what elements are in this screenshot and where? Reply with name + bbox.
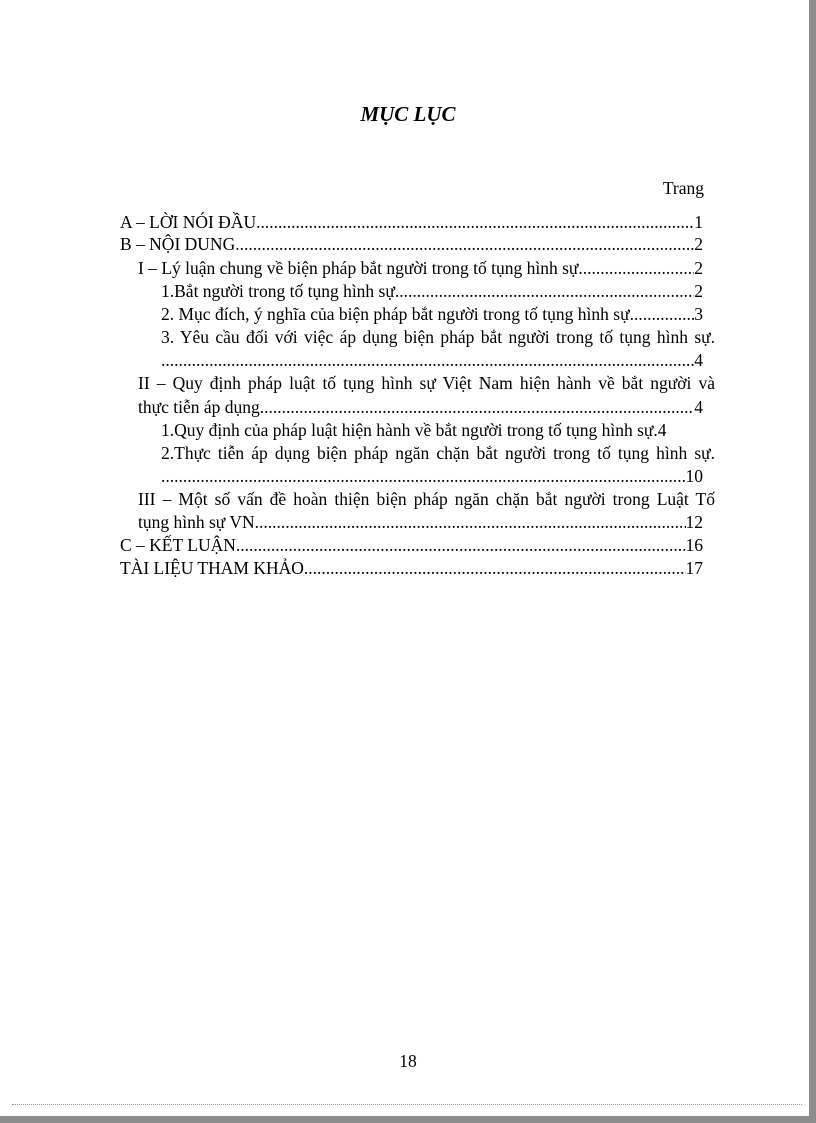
toc-leader-dots	[264, 396, 694, 418]
toc-entry-section-1[interactable]	[138, 257, 703, 279]
toc-entry-section-1-3-title[interactable]: 3. Yêu cầu đối với việc áp dụng biện pháp bắt người trong tố tụng hình sự.	[161, 327, 715, 347]
toc-leader-dots	[256, 211, 694, 233]
toc-entry-title: 1.Quy định của pháp luật hiện hành về bắt người trong tố tụng hình sự.	[161, 420, 658, 440]
toc-entry-title: I – Lý luận chung về biện pháp bắt người trong tố tụng hình sự	[138, 258, 579, 278]
toc-leader-dots	[161, 349, 694, 371]
toc-entry-title-cont: thực tiễn áp dụng.	[138, 397, 265, 417]
toc-entry-section-2-title[interactable]: II – Quy định pháp luật tố tụng hình sự Việt Nam hiện hành về bắt người và	[138, 373, 715, 393]
toc-leader-dots	[161, 465, 686, 487]
toc-entry-page: 3	[694, 304, 703, 324]
toc-leader-dots	[630, 303, 695, 325]
toc-entry-title: TÀI LIỆU THAM KHẢO	[120, 558, 304, 578]
toc-entry-title: 2. Mục đích, ý nghĩa của biện pháp bắt người trong tố tụng hình sự	[161, 304, 630, 324]
toc-entry-title: A – LỜI NÓI ĐẦU	[120, 212, 257, 232]
toc-entry-section-2-leader	[138, 396, 703, 418]
page-number: 18	[399, 1051, 417, 1071]
toc-entry-section-3-leader	[138, 511, 703, 533]
toc-entry-page: 10	[685, 466, 703, 486]
toc-entry-section-1-3-leader	[161, 349, 703, 371]
toc-entry-section-2-2-leader	[161, 465, 703, 487]
toc-entry-section-3-title[interactable]: III – Một số vấn đề hoàn thiện biện pháp ngăn chặn bắt người trong Luật Tố	[138, 489, 715, 509]
toc-leader-dots	[235, 233, 694, 255]
toc-entry-page: 2	[694, 258, 703, 278]
toc-entry-page: 12	[685, 512, 703, 532]
toc-entry-title: C – KẾT LUẬN	[120, 535, 236, 555]
toc-entry-page: 1	[694, 212, 703, 232]
toc-leader-dots	[255, 511, 686, 533]
toc-entry-section-1-1[interactable]	[161, 280, 703, 302]
toc-entry-page: 4	[694, 350, 703, 370]
toc-entry-section-2-1[interactable]	[161, 419, 703, 441]
toc-entry-page: 2	[694, 281, 703, 301]
toc-entry-page: 17	[685, 558, 703, 578]
toc-entry-loi-noi-dau[interactable]	[120, 211, 703, 233]
toc-entry-noi-dung[interactable]	[120, 233, 703, 255]
toc-entry-page: 16	[685, 535, 703, 555]
toc-entry-ket-luan[interactable]	[120, 534, 703, 556]
toc-entry-page: 4	[694, 397, 703, 417]
page-shadow-bottom	[0, 1116, 816, 1123]
toc-entry-title: B – NỘI DUNG	[120, 234, 236, 254]
toc-leader-dots	[395, 280, 694, 302]
page-shadow-right	[809, 0, 816, 1123]
page-column-label: Trang	[662, 178, 704, 198]
toc-entry-section-1-2[interactable]	[161, 303, 703, 325]
footer-dotted-rule	[12, 1104, 802, 1105]
toc-entry-tai-lieu-tham-khao[interactable]	[120, 557, 703, 579]
toc-entry-page: 4	[657, 420, 667, 440]
toc-entry-title: 1.Bắt người trong tố tụng hình sự	[161, 281, 395, 301]
toc-entry-title-cont: tụng hình sự VN	[138, 512, 255, 532]
toc-entry-section-2-2-title[interactable]: 2.Thực tiễn áp dụng biện pháp ngăn chặn bắt người trong tố tụng hình sự.	[161, 443, 715, 463]
toc-entry-page: 2	[694, 234, 703, 254]
page-title: MỤC LỤC	[360, 102, 456, 126]
toc-leader-dots	[304, 557, 686, 579]
toc-leader-dots	[578, 257, 694, 279]
toc-leader-dots	[236, 534, 686, 556]
